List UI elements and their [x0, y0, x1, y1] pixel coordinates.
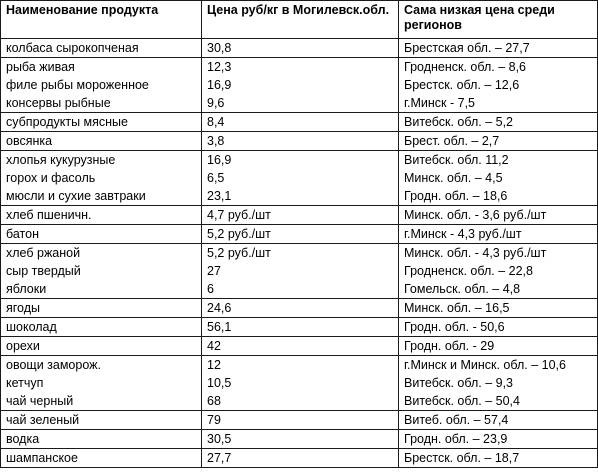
lowest-price-cell: Витебск. обл. 11,2 [399, 151, 598, 170]
product-cell: хлеб пшеничн. [1, 206, 202, 225]
product-cell: хлопья кукурузные [1, 151, 202, 170]
table-row [1, 151, 598, 170]
lowest-price-cell: Витеб. обл. – 57,4 [399, 411, 598, 430]
lowest-price-cell: г.Минск - 4,3 руб./шт [399, 225, 598, 244]
header-price: Цена руб/кг в Могилевск.обл. [202, 1, 399, 39]
product-cell: филе рыбы мороженное [1, 76, 202, 94]
lowest-price-cell: Витебск. обл. – 50,4 [399, 392, 598, 411]
table-row [1, 318, 598, 337]
price-cell: 56,1 [202, 318, 399, 337]
header-lowest-price: Сама низкая цена среди регионов [399, 1, 598, 39]
product-cell: консервы рыбные [1, 94, 202, 113]
price-cell: 16,9 [202, 76, 399, 94]
lowest-price-cell: Гродн. обл. - 29 [399, 337, 598, 356]
price-cell: 5,2 руб./шт [202, 225, 399, 244]
table-row [1, 225, 598, 244]
table-row [1, 113, 598, 132]
lowest-price-cell: Гродн. обл. – 18,6 [399, 187, 598, 206]
lowest-price-cell: г.Минск и Минск. обл. – 10,6 [399, 356, 598, 375]
table-row [1, 169, 598, 187]
table-row [1, 337, 598, 356]
lowest-price-cell: Гродненск. обл. – 22,8 [399, 262, 598, 280]
product-cell: батон [1, 225, 202, 244]
price-cell: 3,8 [202, 132, 399, 151]
table-row [1, 244, 598, 263]
table-row [1, 206, 598, 225]
price-cell: 68 [202, 392, 399, 411]
product-cell: кетчуп [1, 374, 202, 392]
table-row [1, 449, 598, 468]
table-row [1, 392, 598, 411]
table-row [1, 94, 598, 113]
lowest-price-cell: Гомельск. обл. – 4,8 [399, 280, 598, 299]
table-row [1, 280, 598, 299]
price-cell: 4,7 руб./шт [202, 206, 399, 225]
lowest-price-cell: Гродн. обл. – 23,9 [399, 430, 598, 449]
price-cell: 10,5 [202, 374, 399, 392]
price-cell: 27 [202, 262, 399, 280]
lowest-price-cell: Брестск. обл. – 12,6 [399, 76, 598, 94]
price-cell: 30,8 [202, 39, 399, 58]
price-cell: 5,2 руб./шт [202, 244, 399, 263]
lowest-price-cell: Гродненск. обл. – 8,6 [399, 58, 598, 77]
lowest-price-cell: Брестская обл. – 27,7 [399, 39, 598, 58]
product-cell: шоколад [1, 318, 202, 337]
product-cell: рыба живая [1, 58, 202, 77]
product-cell: овощи заморож. [1, 356, 202, 375]
price-cell: 42 [202, 337, 399, 356]
price-cell: 30,5 [202, 430, 399, 449]
product-cell: колбаса сырокопченая [1, 39, 202, 58]
lowest-price-cell: Минск. обл. – 16,5 [399, 299, 598, 318]
price-cell: 8,4 [202, 113, 399, 132]
product-cell: чай черный [1, 392, 202, 411]
table-row [1, 76, 598, 94]
lowest-price-cell: Брест. обл. – 2,7 [399, 132, 598, 151]
price-cell: 24,6 [202, 299, 399, 318]
table-row [1, 262, 598, 280]
product-cell: шампанское [1, 449, 202, 468]
price-cell: 23,1 [202, 187, 399, 206]
product-cell: орехи [1, 337, 202, 356]
header-product: Наименование продукта [1, 1, 202, 39]
header-row [1, 1, 598, 39]
price-cell: 6 [202, 280, 399, 299]
product-cell: яблоки [1, 280, 202, 299]
product-cell: горох и фасоль [1, 169, 202, 187]
table-row [1, 411, 598, 430]
table-row [1, 39, 598, 58]
product-cell: сыр твердый [1, 262, 202, 280]
lowest-price-cell: Брестск. обл. – 18,7 [399, 449, 598, 468]
product-cell: овсянка [1, 132, 202, 151]
price-cell: 79 [202, 411, 399, 430]
product-cell: субпродукты мясные [1, 113, 202, 132]
product-cell: мюсли и сухие завтраки [1, 187, 202, 206]
table-body [1, 39, 598, 468]
price-cell: 12 [202, 356, 399, 375]
table-row [1, 58, 598, 77]
table-row [1, 374, 598, 392]
lowest-price-cell: Минск. обл. – 4,5 [399, 169, 598, 187]
table-row [1, 356, 598, 375]
table-row [1, 187, 598, 206]
table-row [1, 132, 598, 151]
table-row [1, 299, 598, 318]
product-cell: чай зеленый [1, 411, 202, 430]
price-cell: 9,6 [202, 94, 399, 113]
lowest-price-cell: Витебск. обл. – 5,2 [399, 113, 598, 132]
price-cell: 6,5 [202, 169, 399, 187]
lowest-price-cell: Гродн. обл. - 50,6 [399, 318, 598, 337]
price-cell: 16,9 [202, 151, 399, 170]
lowest-price-cell: Витебск. обл. – 9,3 [399, 374, 598, 392]
table-row [1, 430, 598, 449]
product-cell: ягоды [1, 299, 202, 318]
price-cell: 12,3 [202, 58, 399, 77]
price-cell: 27,7 [202, 449, 399, 468]
lowest-price-cell: г.Минск - 7,5 [399, 94, 598, 113]
product-cell: хлеб ржаной [1, 244, 202, 263]
lowest-price-cell: Минск. обл. - 4,3 руб./шт [399, 244, 598, 263]
lowest-price-cell: Минск. обл. - 3,6 руб./шт [399, 206, 598, 225]
product-cell: водка [1, 430, 202, 449]
